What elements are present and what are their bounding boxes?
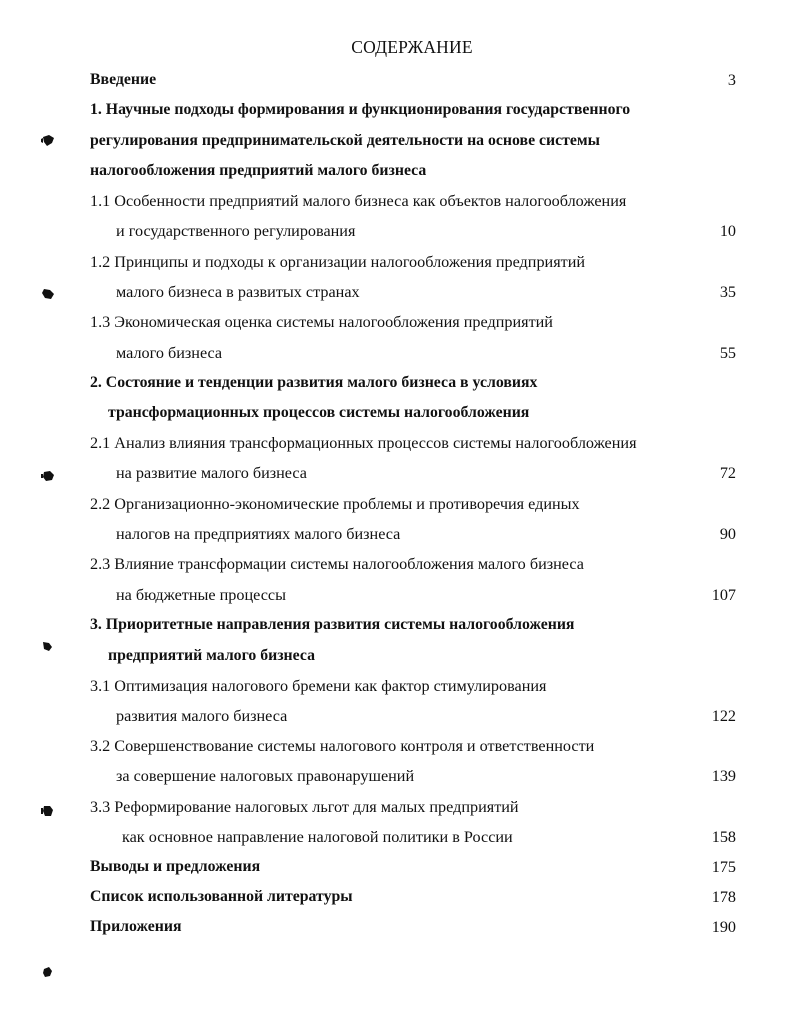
binding-hole-mark-icon	[40, 640, 56, 654]
toc-section-2-2-line-1: 2.2 Организационно-экономические проблемы и противоречия единых	[90, 495, 580, 513]
toc-page-2-2: 90	[719, 525, 736, 543]
toc-chapter-1-line-1: 1. Научные подходы формирования и функционирования государственного	[90, 101, 631, 118]
toc-section-2-1-line-1: 2.1 Анализ влияния трансформационных процессов системы налогообложения	[90, 434, 637, 452]
toc-chapter-2-line-1: 2. Состояние и тенденции развития малого бизнеса в условиях	[90, 374, 538, 391]
toc-section-2-2-line-2: налогов на предприятиях малого бизнеса	[116, 525, 401, 543]
binding-hole-mark-icon	[40, 469, 56, 483]
toc-section-3-1-line-2: развития малого бизнеса	[116, 707, 288, 725]
toc-chapter-2-line-2: трансформационных процессов системы налогообложения	[108, 404, 530, 421]
toc-section-2-3-line-1: 2.3 Влияние трансформации системы налогообложения малого бизнеса	[90, 555, 584, 573]
toc-chapter-3-line-1: 3. Приоритетные направления развития системы налогообложения	[90, 616, 575, 633]
page-title: СОДЕРЖАНИЕ	[351, 37, 473, 57]
toc-page-conclusions: 175	[711, 858, 736, 876]
binding-hole-mark-icon	[40, 287, 56, 301]
toc-chapter-3-line-2: предприятий малого бизнеса	[108, 647, 315, 664]
toc-section-1-1-line-2: и государственного регулирования	[116, 222, 356, 240]
toc-page-1-2: 35	[719, 283, 736, 301]
toc-page-1-3: 55	[719, 344, 736, 362]
toc-section-3-2-line-2: за совершение налоговых правонарушений	[116, 767, 415, 785]
toc-section-1-3-line-2: малого бизнеса	[116, 344, 223, 362]
toc-page-3-2: 139	[711, 767, 736, 785]
toc-entry-appendices: Приложения	[90, 918, 182, 935]
toc-section-1-3-line-1: 1.3 Экономическая оценка системы налогообложения предприятий	[90, 313, 553, 331]
toc-chapter-1-line-2: регулирования предпринимательской деятельности на основе системы	[90, 132, 601, 149]
toc-entry-references: Список использованной литературы	[90, 888, 353, 905]
toc-page-appendices: 190	[711, 918, 736, 936]
toc-section-2-1-line-2: на развитие малого бизнеса	[116, 464, 307, 482]
binding-hole-mark-icon	[40, 134, 56, 148]
toc-page-references: 178	[711, 888, 736, 906]
toc-section-1-2-line-1: 1.2 Принципы и подходы к организации налогообложения предприятий	[90, 253, 586, 271]
toc-page-3-3: 158	[711, 828, 736, 846]
toc-page-2-3: 107	[711, 586, 736, 604]
toc-chapter-1-line-3: налогообложения предприятий малого бизнеса	[90, 162, 427, 179]
toc-section-1-1-line-1: 1.1 Особенности предприятий малого бизнеса как объектов налогообложения	[90, 192, 627, 210]
toc-section-2-3-line-2: на бюджетные процессы	[116, 586, 286, 604]
toc-entry-conclusions: Выводы и предложения	[90, 858, 261, 875]
toc-page-2-1: 72	[719, 464, 736, 482]
toc-section-1-2-line-2: малого бизнеса в развитых странах	[116, 283, 360, 301]
toc-section-3-3-line-2: как основное направление налоговой политики в России	[122, 828, 513, 846]
toc-section-3-3-line-1: 3.3 Реформирование налоговых льгот для малых предприятий	[90, 798, 519, 816]
binding-hole-mark-icon	[40, 966, 56, 980]
toc-page-intro: 3	[727, 71, 736, 89]
toc-entry-intro: Введение	[90, 71, 157, 88]
toc-section-3-1-line-1: 3.1 Оптимизация налогового бремени как фактор стимулирования	[90, 677, 547, 695]
binding-hole-mark-icon	[40, 804, 56, 818]
toc-page-3-1: 122	[711, 707, 736, 725]
toc-page-1-1: 10	[719, 222, 736, 240]
toc-section-3-2-line-1: 3.2 Совершенствование системы налогового контроля и ответственности	[90, 737, 595, 755]
